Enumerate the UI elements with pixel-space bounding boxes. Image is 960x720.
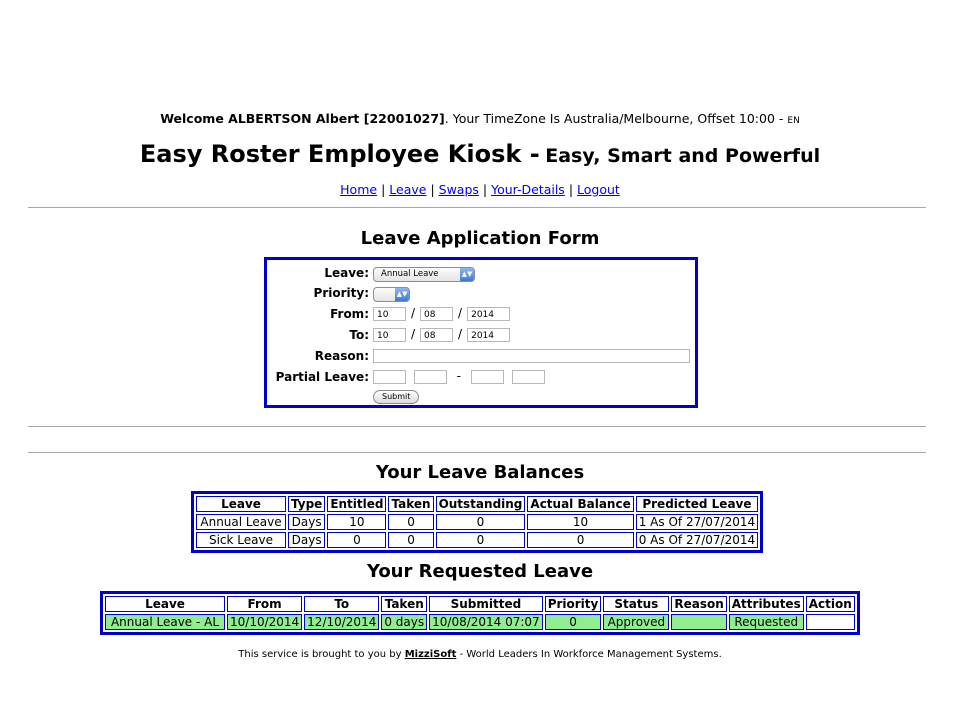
mizzisoft-link[interactable]: MizziSoft: [404, 649, 457, 660]
partial-leave-row: [267, 368, 695, 388]
table-cell: 0 days: [381, 614, 427, 630]
submit-button[interactable]: Submit: [373, 390, 419, 404]
table-cell: Sick Leave: [196, 532, 286, 548]
leave-type-value: Annual Leave: [381, 269, 439, 279]
requested-leave-title: Your Requested Leave: [366, 561, 594, 582]
table-cell: 0: [436, 514, 526, 530]
column-header: Leave: [196, 496, 286, 512]
partial-leave-label: Partial Leave:: [275, 370, 369, 384]
leave-type-select[interactable]: [373, 267, 475, 282]
divider: [28, 207, 926, 208]
lang-separator: -: [774, 111, 788, 126]
column-header: Entitled: [327, 496, 386, 512]
from-date-label: From:: [330, 307, 369, 321]
priority-label: Priority:: [313, 286, 369, 300]
nav-logout-link[interactable]: Logout: [577, 182, 620, 197]
table-cell: [671, 614, 726, 630]
footer: [0, 649, 960, 660]
leave-balances-title: Your Leave Balances: [375, 462, 585, 483]
partial-start-hour-input[interactable]: [373, 370, 406, 384]
from-day-input[interactable]: 10: [373, 307, 406, 321]
partial-end-minute-input[interactable]: [512, 370, 545, 384]
to-day-input[interactable]: 10: [373, 328, 406, 342]
leave-type-row: [267, 264, 695, 284]
from-date-row: [267, 305, 695, 325]
column-header: Predicted Leave: [636, 496, 758, 512]
table-cell: 10/08/2014 07:07: [429, 614, 543, 630]
language-indicator: EN: [787, 116, 800, 126]
partial-start-minute-input[interactable]: [414, 370, 447, 384]
table-header-row: [196, 496, 758, 512]
priority-row: [267, 284, 695, 304]
reason-label: Reason:: [314, 349, 369, 363]
table-cell: 0: [545, 614, 602, 630]
table-cell: 0: [327, 532, 386, 548]
table-cell: Annual Leave: [196, 514, 286, 530]
table-cell: 10: [527, 514, 633, 530]
partial-end-hour-input[interactable]: [471, 370, 504, 384]
column-header: Taken: [381, 596, 427, 612]
requested-leave-table: [103, 594, 857, 632]
column-header: Actual Balance: [527, 496, 633, 512]
column-header: From: [227, 596, 302, 612]
to-date-row: [267, 326, 695, 346]
footer-prefix: This service is brought to you by: [238, 649, 405, 660]
table-cell: Days: [288, 514, 325, 530]
divider: [28, 426, 926, 427]
table-cell: 0 As Of 27/07/2014: [636, 532, 758, 548]
table-row: [105, 614, 855, 630]
table-cell: 0: [527, 532, 633, 548]
status-cell: Approved: [603, 614, 669, 630]
submit-row: [267, 387, 695, 407]
column-header: Action: [806, 596, 855, 612]
column-header: Status: [603, 596, 669, 612]
select-arrows-icon: ▲▼: [395, 288, 409, 301]
column-header: Taken: [388, 496, 433, 512]
footer-suffix: - World Leaders In Workforce Management Systems.: [456, 649, 722, 660]
column-header: Attributes: [729, 596, 804, 612]
divider: [28, 452, 926, 453]
action-cell[interactable]: [806, 614, 855, 630]
leave-type-label: Leave:: [324, 266, 369, 280]
nav-home-link[interactable]: Home: [340, 182, 378, 197]
to-date-label: To:: [349, 328, 369, 342]
welcome-message: [0, 111, 960, 126]
table-cell: 0: [388, 532, 433, 548]
reason-row: [267, 347, 695, 367]
date-separator: /: [411, 306, 416, 320]
nav-leave-link[interactable]: Leave: [389, 182, 427, 197]
priority-select[interactable]: [373, 287, 410, 302]
column-header: Type: [288, 496, 325, 512]
table-cell: Days: [288, 532, 325, 548]
column-header: To: [304, 596, 379, 612]
to-year-input[interactable]: 2014: [467, 328, 510, 342]
page-title-main: Easy Roster Employee Kiosk -: [139, 140, 540, 168]
top-nav: [0, 182, 960, 197]
partial-separator: -: [456, 369, 461, 383]
table-row: [196, 514, 758, 530]
date-separator: /: [411, 327, 416, 341]
leave-form-title: Leave Application Form: [360, 228, 600, 249]
date-separator: /: [458, 306, 463, 320]
leave-application-form: [264, 257, 698, 408]
column-header: Reason: [671, 596, 726, 612]
table-row: [196, 532, 758, 548]
table-cell: 10: [327, 514, 386, 530]
nav-your-details-link[interactable]: Your-Details: [491, 182, 565, 197]
table-cell: Requested: [729, 614, 804, 630]
page-title: [0, 140, 960, 168]
column-header: Priority: [545, 596, 602, 612]
welcome-user: Welcome ALBERTSON Albert [22001027]: [160, 111, 445, 126]
column-header: Outstanding: [436, 496, 526, 512]
nav-swaps-link[interactable]: Swaps: [438, 182, 479, 197]
from-year-input[interactable]: 2014: [467, 307, 510, 321]
table-cell: 12/10/2014: [304, 614, 379, 630]
table-cell: 1 As Of 27/07/2014: [636, 514, 758, 530]
welcome-timezone: . Your TimeZone Is Australia/Melbourne, Offset 10:00: [444, 111, 775, 126]
select-arrows-icon: ▲▼: [460, 268, 474, 281]
table-cell: 0: [388, 514, 433, 530]
reason-input[interactable]: [373, 349, 690, 363]
table-cell: 0: [436, 532, 526, 548]
nav-separator: |: [482, 182, 488, 197]
leave-balances-table: [194, 494, 760, 550]
nav-separator: |: [381, 182, 386, 197]
table-header-row: [105, 596, 855, 612]
date-separator: /: [458, 327, 463, 341]
nav-separator: |: [430, 182, 435, 197]
column-header: Leave: [105, 596, 225, 612]
column-header: Submitted: [429, 596, 543, 612]
to-month-input[interactable]: 08: [420, 328, 453, 342]
requested-leave-table-box: [100, 591, 860, 635]
nav-separator: |: [568, 182, 574, 197]
table-cell: Annual Leave - AL: [105, 614, 225, 630]
table-cell: 10/10/2014: [227, 614, 302, 630]
from-month-input[interactable]: 08: [420, 307, 453, 321]
leave-balances-table-box: [191, 491, 763, 553]
page-title-tagline: Easy, Smart and Powerful: [545, 145, 821, 167]
